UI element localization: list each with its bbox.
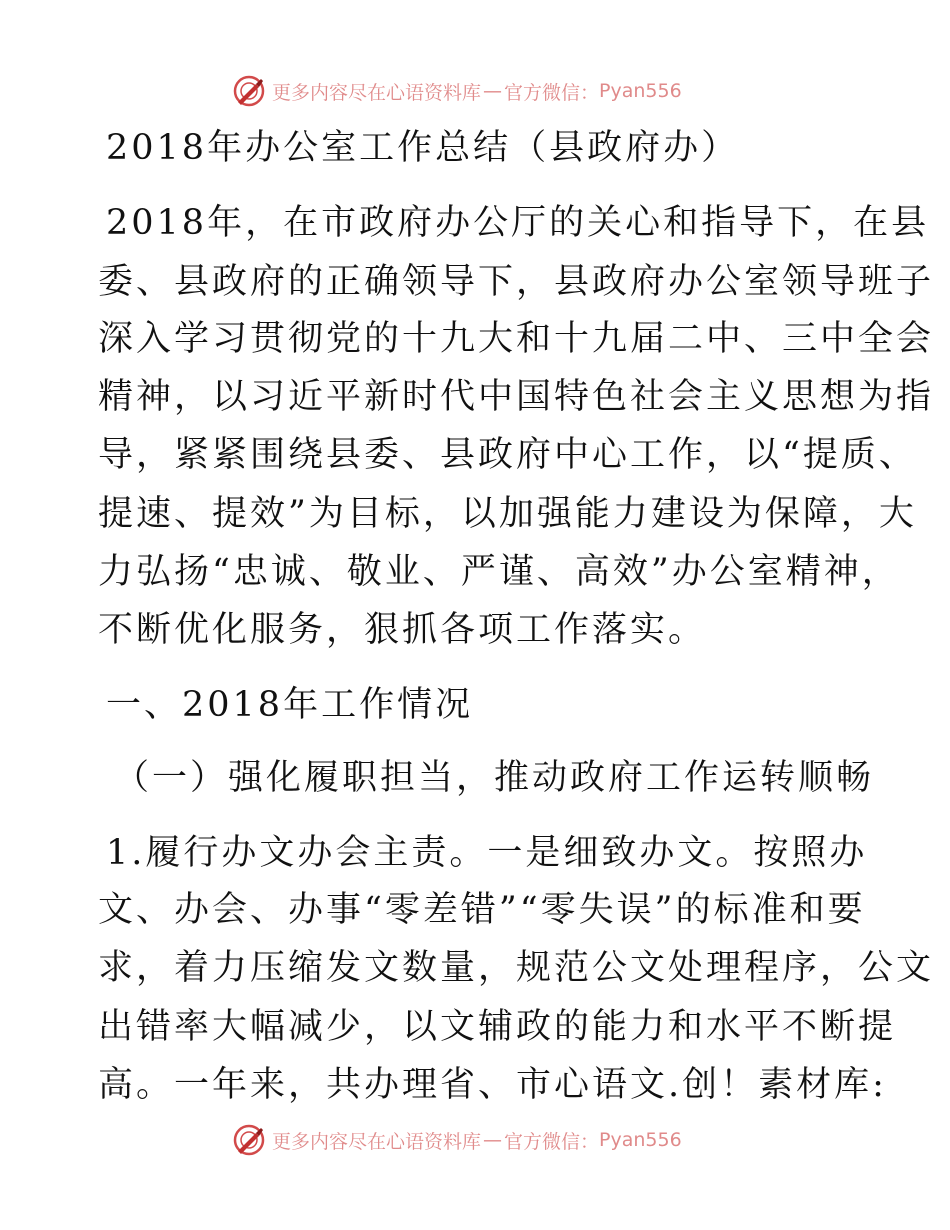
paragraph-line: 2018年，在市政府办公厅的关心和指导下，在县: [106, 203, 930, 243]
subsection-heading: （一）强化履职担当，推动政府工作运转顺畅: [114, 758, 875, 798]
paragraph-line: 力弘扬“忠诚、敬业、严谨、高效”办公室精神，: [98, 552, 900, 592]
watermark-id: Pyan556: [599, 1129, 682, 1151]
watermark-header: [232, 74, 682, 108]
paragraph-line: 委、县政府的正确领导下，县政府办公室领导班子: [98, 262, 935, 302]
paragraph-line: 出错率大幅减少，以文辅政的能力和水平不断提: [98, 1007, 897, 1047]
paragraph-line: 精神，以习近平新时代中国特色社会主义思想为指: [98, 377, 935, 417]
watermark-id: Pyan556: [599, 80, 682, 102]
paragraph-line: 深入学习贯彻党的十九大和十九届二中、三中全会: [98, 319, 935, 359]
watermark-label: 官方微信：: [504, 1130, 600, 1153]
document-title: 2018年办公室工作总结（县政府办）: [106, 128, 740, 168]
pen-logo-icon: [232, 1123, 266, 1157]
watermark-text: 更多内容尽在心语资料库: [272, 81, 482, 104]
paragraph-line: 高。一年来，共办理省、市心语文.创！素材库:: [98, 1065, 887, 1105]
watermark-dash: —: [483, 80, 503, 102]
paragraph-line: 文、办会、办事“零差错”“零失误”的标准和要: [98, 890, 866, 930]
paragraph-line: 1.履行办文办会主责。一是细致办文。按照办: [106, 833, 868, 873]
watermark-footer: [232, 1123, 682, 1157]
paragraph-line: 提速、提效”为目标，以加强能力建设为保障，大: [98, 494, 917, 534]
pen-logo-icon: [232, 74, 266, 108]
paragraph-line: 不断优化服务，狠抓各项工作落实。: [98, 610, 707, 650]
watermark-label: 官方微信：: [504, 81, 600, 104]
paragraph-line: 求，着力压缩发文数量，规范公文处理程序，公文: [98, 948, 935, 988]
section-heading: 一、2018年工作情况: [106, 685, 474, 725]
watermark-dash: —: [483, 1129, 503, 1151]
paragraph-line: 导，紧紧围绕县委、县政府中心工作，以“提质、: [98, 435, 917, 475]
watermark-text: 更多内容尽在心语资料库: [272, 1130, 482, 1153]
